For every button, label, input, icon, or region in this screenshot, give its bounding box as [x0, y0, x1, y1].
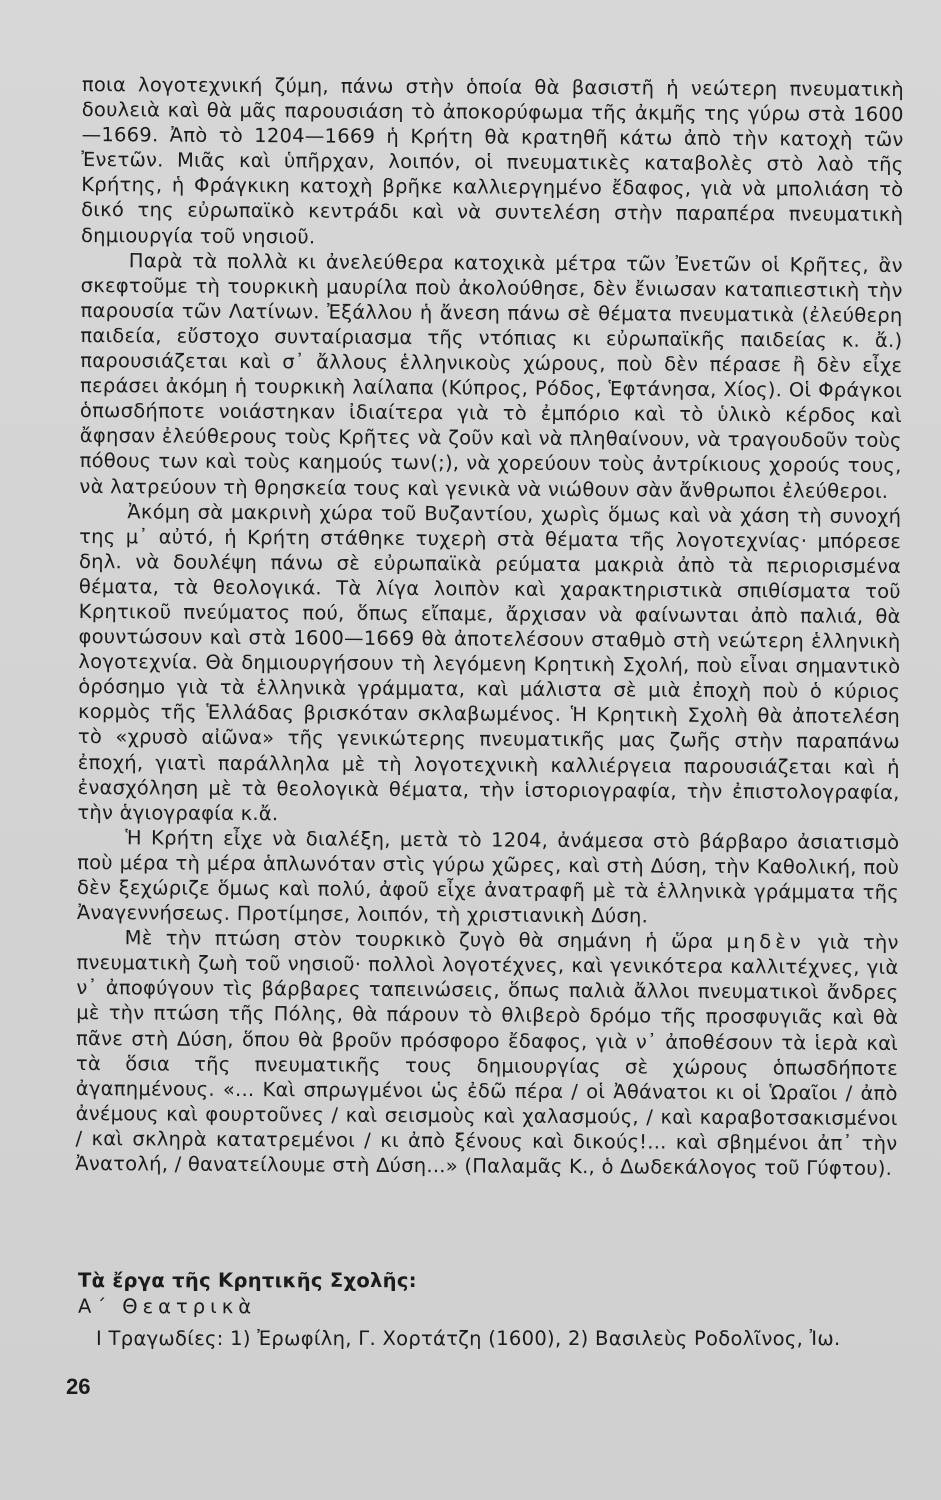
section-title: Τὰ ἔργα τῆς Κρητικῆς Σχολῆς: [78, 1269, 417, 1292]
works-section [78, 1268, 918, 1352]
paragraph-3: Ἀκόμη σὰ μακρινὴ χώρα τοῦ Βυζαντίου, χωρὶς ὅμως καὶ νὰ χάση τὴ συνοχή της μ᾽ αὐτό, ἡ Κρήτη στάθηκε τυχερὴ στὰ θέματα τῆς λογοτεχνίας· μπόρεσε δηλ. νὰ δουλέψη πάνω σὲ εὐρωπαϊκὰ ρεύματα μακριὰ ἀπὸ τὰ περιορισμένα θέματα, τὰ θεολογικά. Τὰ λίγα λοιπὸν καὶ χαρακτηριστικὰ σπιθίσματα τοῦ Κρητικοῦ πνεύματος πού, ὅπως εἴπαμε, ἄρχισαν νὰ φαίνωνται ἀπὸ παλιά, θὰ φουντώσουν καὶ στὰ 1600—1669 θὰ ἀποτελέσουν σταθμὸ στὴ νεώτερη ἑλληνικὴ λογοτεχνία. Θὰ δημιουργήσουν τὴ λεγόμενη Κρητικὴ Σχολή, ποὺ εἶναι σημαντικὸ ὁρόσημο γιὰ τὰ ἑλληνικὰ γράμματα, καὶ μάλιστα σὲ μιὰ ἐποχὴ ποὺ ὁ κύριος κορμὸς τῆς Ἑλλάδας βρισκόταν σκλαβωμένος. Ἡ Κρητικὴ Σχολὴ θὰ ἀποτελέση τὸ «χρυσὸ αἰῶνα» τῆς γενικώτερης πνευματικῆς μας ζωῆς στὴν παραπάνω ἐποχή, γιατὶ παράλληλα μὲ τὴ λογοτεχνικὴ καλλιέργεια παρουσιάζεται καὶ ἡ ἐνασχόληση μὲ τὰ θεολογικὰ θέματα, τὴν ἱστοριογραφία, τὴν ἐπιστολογραφία, τὴν ἁγιογραφία κ.ἄ. [77, 499, 902, 825]
paragraph-4: Ἡ Κρήτη εἶχε νὰ διαλέξη, μετὰ τὸ 1204, ἀνάμεσα στὸ βάρβαρο ἀσιατισμὸ ποὺ μέρα τὴ μέρα ἁπλωνόταν στὶς γύρω χῶρες, καὶ στὴ Δύση, τὴν Καθολική, ποὺ δὲν ξεχώριζε ὅμως καὶ πολύ, ἀφοῦ εἶχε ἀνατραφῆ μὲ τὰ ἑλληνικὰ γράμματα τῆς Ἀναγεννήσεως. Προτίμησε, λοιπόν, τὴ χριστιανικὴ Δύση. [76, 826, 900, 928]
paragraph-1: ποια λογοτεχνική ζύμη, πάνω στὴν ὁποία θὰ βασιστῆ ἡ νεώτερη πνευματικὴ δουλειὰ καὶ θὰ μᾶς παρουσιάση τὸ ἀποκορύφωμα τῆς ἀκμῆς της γύρω στὰ 1600—1669. Ἀπὸ τὸ 1204—1669 ἡ Κρήτη θὰ κρατηθῆ κάτω ἀπὸ τὴν κατοχὴ τῶν Ἐνετῶν. Μιᾶς καὶ ὑπῆρχαν, λοιπόν, οἱ πνευματικὲς καταβολὲς στὸ λαὸ τῆς Κρήτης, ἡ Φράγκικη κατοχὴ βρῆκε καλλιεργημένο ἔδαφος, γιὰ νὰ μπολιάση τὸ δικό της εὐρωπαϊκὸ κεντράδι καὶ νὰ συντελέση στὴν παραπέρα πνευματικὴ δημιουργία τοῦ νησιοῦ. [80, 72, 904, 248]
paragraph-2: Παρὰ τὰ πολλὰ κι ἀνελεύθερα κατοχικὰ μέτρα τῶν Ἐνετῶν οἱ Κρῆτες, ἂν σκεφτοῦμε τὴ τουρκικὴ μαυρίλα ποὺ ἀκολούθησε, δὲν ἔνιωσαν καταπιεστικὴ τὴν παρουσία τῶν Λατίνων. Ἐξάλλου ἡ ἄνεση πάνω σὲ θέματα πνευματικὰ (ἐλεύθερη παιδεία, εὔστοχο συνταίριασμα τῆς ντόπιας κι εὐρωπαϊκῆς παιδείας κ. ἄ.) παρουσιάζεται καὶ σ᾽ ἄλλους ἑλληνικοὺς χώρους, ποὺ δὲν πέρασε ἢ δὲν εἶχε περάσει ἀκόμη ἡ τουρκικὴ λαίλαπα (Κύπρος, Ρόδος, Ἑφτάνησα, Χίος). Οἱ Φράγκοι ὁπωσδήποτε νοιάστηκαν ἰδιαίτερα γιὰ τὸ ἐμπόριο καὶ τὸ ὑλικὸ κέρδος καὶ ἄφησαν ἐλεύθερους τοὺς Κρῆτες νὰ ζοῦν καὶ νὰ πληθαίνουν, νὰ τραγουδοῦν τοὺς πόθους των καὶ τοὺς καημούς των(;), νὰ χορεύουν τοὺς ἀντρίκιους χορούς τους, νὰ λατρεύουν τὴ θρησκεία τους καὶ γενικὰ νὰ νιώθουν σὰν ἄνθρωποι ἐλεύθεροι. [79, 248, 903, 503]
paragraph-5 [75, 925, 899, 1181]
list-item: I Τραγωδίες: 1) Ἐρωφίλη, Γ. Χορτάτζη (1600), 2) Βασιλεὺς Ροδολῖνος, Ἰω. [96, 1327, 841, 1350]
emphasis-word: μηδὲν [726, 930, 805, 954]
paragraph-5-rest: γιὰ τὴν πνευματικὴ ζωὴ τοῦ νησιοῦ· πολλοὶ λογοτέχνες, καὶ γενικότερα καλλιτέχνες, γιὰ ν᾽ ἀποφύγουν τὶς βάρβαρες ταπεινώσεις, ὅπως παλιὰ ἄλλοι πνευματικοὶ ἄνδρες μὲ τὴν πτώση τῆς Πόλης, θὰ πάρουν τὸ θλιβερὸ δρόμο τῆς προσφυγιᾶς καὶ θὰ πᾶνε στὴ Δύση, ὅπου θὰ βροῦν πρόσφορο ἔδαφος, γιὰ ν᾽ ἀποθέσουν τὰ ἱερὰ καὶ τὰ ὅσια τῆς πνευματικῆς τους δημιουργίας σὲ χώρους ὁπωσδήποτε ἀγαπημένους. «... Καὶ σπρωγμένοι ὡς ἐδῶ πέρα / οἱ Ἀθάνατοι κι οἱ Ὡραῖοι / ἀπὸ ἀνέμους καὶ φουρτοῦνες / καὶ σεισμοὺς καὶ χαλασμούς, / καὶ καραβοτσακισμένοι / καὶ σκληρὰ κατατρεμένοι / κι ἀπὸ ξένους καὶ δικούς!... καὶ σβημένοι ἀπ᾽ τὴν Ἀνατολή, / θανατείλουμε στὴ Δύση...» (Παλαμᾶς Κ., ὁ Δωδεκάλογος τοῦ Γύφτου). [75, 930, 899, 1181]
body-text [75, 72, 904, 1181]
page-number: 26 [66, 1374, 91, 1399]
paragraph-5-start: Μὲ τὴν πτώση στὸν τουρκικὸ ζυγὸ θὰ σημάνη ἡ ὥρα [124, 926, 727, 954]
section-subtitle: Α΄ Θεατρικὰ [78, 1295, 257, 1318]
